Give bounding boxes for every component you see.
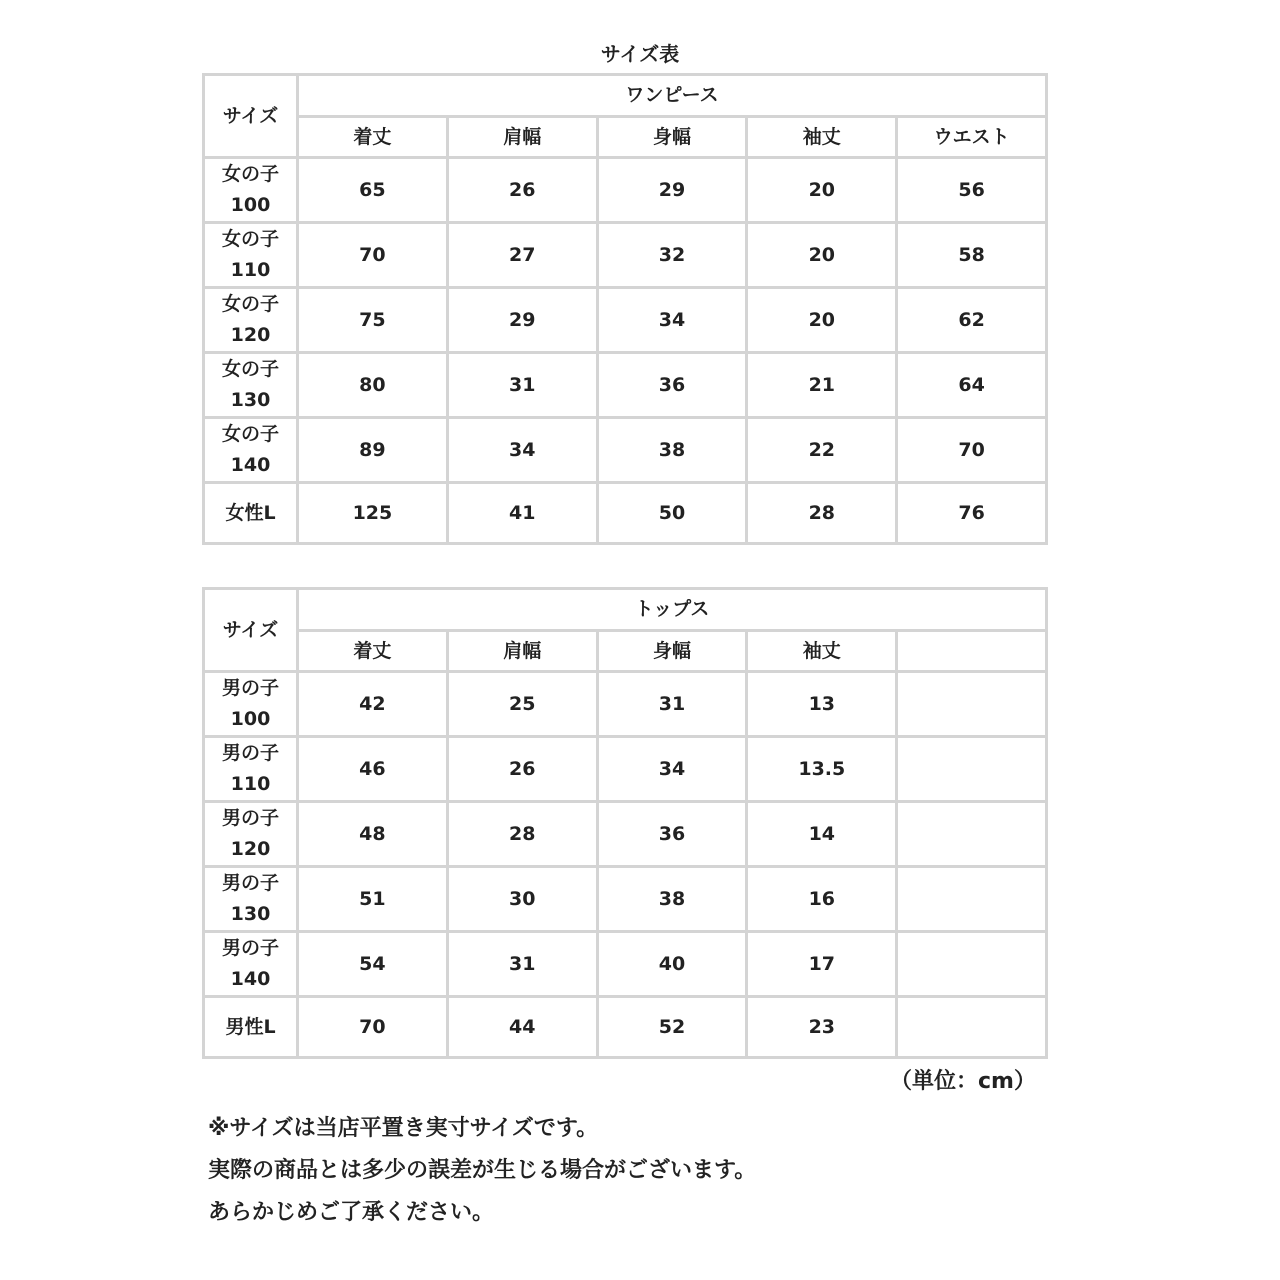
column-header xyxy=(897,631,1047,672)
value-cell xyxy=(897,997,1047,1058)
value-cell: 22 xyxy=(747,418,897,483)
size-number: 140 xyxy=(230,968,271,990)
table-row xyxy=(204,288,1047,353)
size-cell xyxy=(204,932,298,997)
size-cell xyxy=(204,737,298,802)
size-cell xyxy=(204,353,298,418)
value-cell: 54 xyxy=(298,932,448,997)
table-row xyxy=(204,802,1047,867)
value-cell: 70 xyxy=(897,418,1047,483)
column-header: 肩幅 xyxy=(447,631,597,672)
table-row xyxy=(204,223,1047,288)
value-cell: 125 xyxy=(298,483,448,544)
size-header: サイズ xyxy=(204,75,298,158)
note-line: 実際の商品とは多少の誤差が生じる場合がございます。 xyxy=(208,1158,757,1183)
value-cell: 64 xyxy=(897,353,1047,418)
page-title: サイズ表 xyxy=(600,42,680,66)
value-cell: 65 xyxy=(298,158,448,223)
value-cell: 34 xyxy=(597,288,747,353)
value-cell: 38 xyxy=(597,418,747,483)
size-header: サイズ xyxy=(204,589,298,672)
size-cell xyxy=(204,158,298,223)
size-cell xyxy=(204,802,298,867)
table-row xyxy=(204,353,1047,418)
value-cell: 40 xyxy=(597,932,747,997)
column-header: ウエスト xyxy=(897,117,1047,158)
value-cell: 56 xyxy=(897,158,1047,223)
size-cell xyxy=(204,223,298,288)
size-label: 女の子 xyxy=(221,293,279,315)
value-cell: 17 xyxy=(747,932,897,997)
size-cell xyxy=(204,997,298,1058)
table-row xyxy=(204,932,1047,997)
value-cell xyxy=(897,672,1047,737)
size-number: 100 xyxy=(230,194,271,216)
unit-label: （単位：cm） xyxy=(890,1069,1036,1094)
tops-size-table xyxy=(202,587,1048,1059)
value-cell: 26 xyxy=(447,158,597,223)
value-cell: 50 xyxy=(597,483,747,544)
column-header: 身幅 xyxy=(597,117,747,158)
value-cell: 16 xyxy=(747,867,897,932)
value-cell: 38 xyxy=(597,867,747,932)
size-label: 女の子 xyxy=(221,423,279,445)
size-number: 110 xyxy=(230,259,271,281)
size-cell xyxy=(204,483,298,544)
value-cell: 51 xyxy=(298,867,448,932)
size-number: 120 xyxy=(230,324,271,346)
value-cell: 41 xyxy=(447,483,597,544)
size-label: 男の子 xyxy=(221,872,279,894)
size-cell xyxy=(204,418,298,483)
value-cell: 44 xyxy=(447,997,597,1058)
value-cell: 70 xyxy=(298,223,448,288)
value-cell: 20 xyxy=(747,288,897,353)
value-cell xyxy=(897,802,1047,867)
size-number: 120 xyxy=(230,838,271,860)
table-row xyxy=(204,737,1047,802)
value-cell: 25 xyxy=(447,672,597,737)
value-cell: 52 xyxy=(597,997,747,1058)
size-label: 女の子 xyxy=(221,228,279,250)
value-cell: 28 xyxy=(447,802,597,867)
value-cell: 42 xyxy=(298,672,448,737)
value-cell xyxy=(897,867,1047,932)
value-cell: 20 xyxy=(747,223,897,288)
value-cell: 62 xyxy=(897,288,1047,353)
notes xyxy=(208,1108,756,1234)
size-number: 140 xyxy=(230,454,271,476)
value-cell: 30 xyxy=(447,867,597,932)
value-cell: 31 xyxy=(447,353,597,418)
value-cell: 34 xyxy=(447,418,597,483)
size-label: 男の子 xyxy=(221,937,279,959)
value-cell: 14 xyxy=(747,802,897,867)
column-header: 袖丈 xyxy=(747,117,897,158)
value-cell xyxy=(897,737,1047,802)
size-label: 男性L xyxy=(225,1015,276,1038)
value-cell: 27 xyxy=(447,223,597,288)
size-label: 女の子 xyxy=(221,163,279,185)
note-line: あらかじめご了承ください。 xyxy=(208,1200,495,1225)
value-cell: 26 xyxy=(447,737,597,802)
value-cell: 31 xyxy=(447,932,597,997)
table-row xyxy=(204,418,1047,483)
value-cell: 13.5 xyxy=(747,737,897,802)
column-header: 袖丈 xyxy=(747,631,897,672)
value-cell xyxy=(897,932,1047,997)
column-header: 肩幅 xyxy=(447,117,597,158)
size-number: 130 xyxy=(230,903,271,925)
onepiece-size-table xyxy=(202,73,1048,545)
size-label: 女性L xyxy=(225,501,276,524)
table-row xyxy=(204,997,1047,1058)
value-cell: 34 xyxy=(597,737,747,802)
value-cell: 89 xyxy=(298,418,448,483)
column-header: 着丈 xyxy=(298,631,448,672)
size-cell xyxy=(204,867,298,932)
value-cell: 29 xyxy=(597,158,747,223)
value-cell: 29 xyxy=(447,288,597,353)
value-cell: 20 xyxy=(747,158,897,223)
size-number: 130 xyxy=(230,389,271,411)
size-label: 男の子 xyxy=(221,677,279,699)
value-cell: 32 xyxy=(597,223,747,288)
size-number: 110 xyxy=(230,773,271,795)
table-row xyxy=(204,867,1047,932)
size-label: 男の子 xyxy=(221,807,279,829)
value-cell: 28 xyxy=(747,483,897,544)
value-cell: 58 xyxy=(897,223,1047,288)
column-header: 着丈 xyxy=(298,117,448,158)
value-cell: 80 xyxy=(298,353,448,418)
column-header: 身幅 xyxy=(597,631,747,672)
group-header: ワンピース xyxy=(298,75,1047,117)
size-label: 男の子 xyxy=(221,742,279,764)
table-row xyxy=(204,483,1047,544)
value-cell: 46 xyxy=(298,737,448,802)
value-cell: 70 xyxy=(298,997,448,1058)
value-cell: 36 xyxy=(597,353,747,418)
value-cell: 23 xyxy=(747,997,897,1058)
size-cell xyxy=(204,288,298,353)
size-label: 女の子 xyxy=(221,358,279,380)
note-line: ※サイズは当店平置き実寸サイズです。 xyxy=(208,1116,599,1141)
group-header: トップス xyxy=(298,589,1047,631)
table-row xyxy=(204,158,1047,223)
value-cell: 48 xyxy=(298,802,448,867)
size-number: 100 xyxy=(230,708,271,730)
table-row xyxy=(204,672,1047,737)
value-cell: 36 xyxy=(597,802,747,867)
value-cell: 21 xyxy=(747,353,897,418)
size-cell xyxy=(204,672,298,737)
value-cell: 76 xyxy=(897,483,1047,544)
value-cell: 75 xyxy=(298,288,448,353)
value-cell: 13 xyxy=(747,672,897,737)
value-cell: 31 xyxy=(597,672,747,737)
